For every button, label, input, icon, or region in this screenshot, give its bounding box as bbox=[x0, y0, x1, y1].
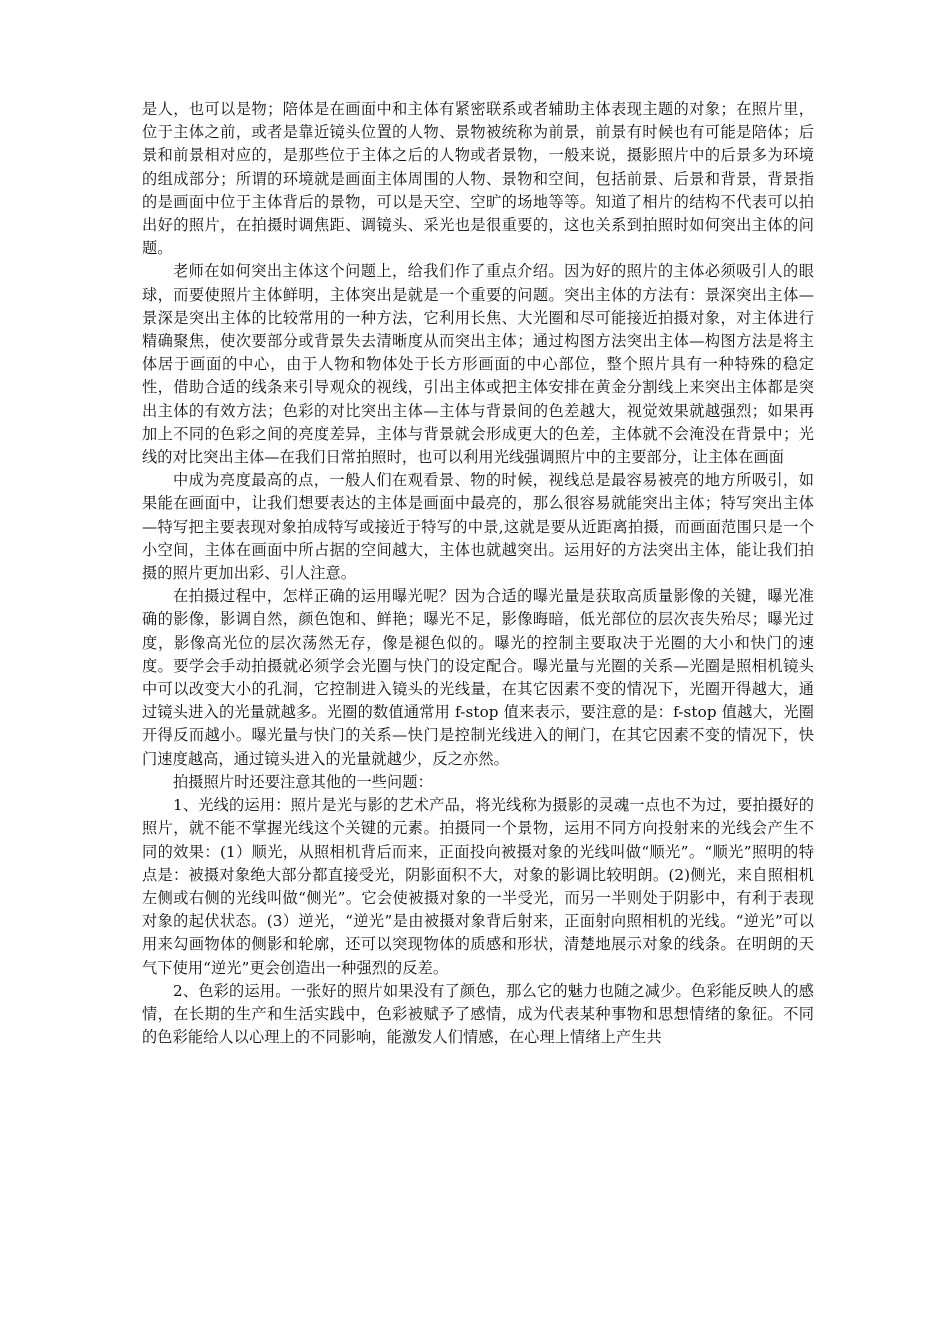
paragraph-subject-foreground-background: 是人，也可以是物；陪体是在画面中和主体有紧密联系或者辅助主体表现主题的对象；在照片里，位于主体之前，或者是靠近镜头位置的人物、景物被统称为前景，前景有时候也有可能是陪体；后景和前景相对应的，是那些位于主体之后的人物或者景物，一般来说，摄影照片中的后景多为环境的组成部分；所谓的环境就是画面主体周围的人物、景物和空间，包括前景、后景和背景，背景指的是画面中位于主体背后的景物，可以是天空、空旷的场地等等。知道了相片的结构不代表可以拍出好的照片，在拍摄时调焦距、调镜头、采光也是很重要的，这也关系到拍照时如何突出主体的问题。 bbox=[142, 100, 814, 258]
paragraph-light-usage: 1、光线的运用：照片是光与影的艺术产品，将光线称为摄影的灵魂一点也不为过，要拍摄好的照片，就不能不掌握光线这个关键的元素。拍摄同一个景物，运用不同方向投射来的光线会产生不同的效果：(1）顺光，从照相机背后而来，正面投向被摄对象的光线叫做“顺光”。“顺光”照明的特点是：被摄对象绝大部分都直接受光，阴影面积不大，对象的影调比较明朗。(2)侧光，来自照相机左侧或右侧的光线叫做“侧光”。它会使被摄对象的一半受光，而另一半则处于阴影中，有利于表现对象的起伏状态。(3）逆光，“逆光”是由被摄对象背后射来，正面射向照相机的光线。“逆光”可以用来勾画物体的侧影和轮廓，还可以突现物体的质感和形状，清楚地展示对象的线条。在明朗的天气下使用“逆光”更会创造出一种强烈的反差。 bbox=[142, 796, 814, 977]
document-page bbox=[142, 98, 814, 1049]
paragraph-exposure: 在拍摄过程中，怎样正确的运用曝光呢？因为合适的曝光量是获取高质量影像的关键，曝光准确的影像，影调自然，颜色饱和、鲜艳；曝光不足，影像晦暗，低光部位的层次丧失殆尽；曝光过度，影像高光位的层次荡然无存，像是褪色似的。曝光的控制主要取决于光圈的大小和快门的速度。要学会手动拍摄就必须学会光圈与快门的设定配合。曝光量与光圈的关系—光圈是照相机镜头中可以改变大小的孔洞，它控制进入镜头的光线量，在其它因素不变的情况下，光圈开得越大，通过镜头进入的光量就越多。光圈的数值通常用 f-stop 值来表示，要注意的是：f-stop 值越大，光圈开得反而越小。曝光量与快门的关系—快门是控制光线进入的闸门，在其它因素不变的情况下，快门速度越高，通过镜头进入的光量就越少，反之亦然。 bbox=[142, 587, 814, 768]
paragraph-other-issues-heading: 拍摄照片时还要注意其他的一些问题： bbox=[173, 772, 433, 791]
paragraph-color-usage: 2、色彩的运用。一张好的照片如果没有了颜色，那么它的魅力也随之减少。色彩能反映人的感情，在长期的生产和生活实践中，色彩被赋予了感情，成为代表某种事物和思想情绪的象征。不同的色彩能给人以心理上的不同影响，能激发人们情感，在心理上情绪上产生共 bbox=[142, 981, 814, 1047]
paragraph-highlight-subject-methods: 老师在如何突出主体这个问题上，给我们作了重点介绍。因为好的照片的主体必须吸引人的眼球，而要使照片主体鲜明，主体突出是就是一个重要的问题。突出主体的方法有：景深突出主体—景深是突出主体的比较常用的一种方法，它利用长焦、大光圈和尽可能接近拍摄对象，对主体进行精确聚焦，使次要部分或背景失去清晰度从而突出主体；通过构图方法突出主体—构图方法是将主体居于画面的中心，由于人物和物体处于长方形画面的中心部位，整个照片具有一种特殊的稳定性，借助合适的线条来引导观众的视线，引出主体或把主体安排在黄金分割线上来突出主体都是突出主体的有效方法；色彩的对比突出主体—主体与背景间的色差越大，视觉效果就越强烈；如果再加上不同的色彩之间的亮度差异，主体与背景就会形成更大的色差，主体就不会淹没在背景中；光线的对比突出主体—在我们日常拍照时，也可以利用光线强调照片中的主要部分，让主体在画面 bbox=[142, 262, 814, 467]
paragraph-brightness-closeup: 中成为亮度最高的点，一般人们在观看景、物的时候，视线总是最容易被亮的地方所吸引，如果能在画面中，让我们想要表达的主体是画面中最亮的，那么很容易就能突出主体；特写突出主体—特写把主要表现对象拍成特写或接近于特写的中景,这就是要从近距离拍摄，而画面范围只是一个小空间，主体在画面中所占据的空间越大，主体也就越突出。运用好的方法突出主体，能让我们拍摄的照片更加出彩、引人注意。 bbox=[142, 471, 814, 583]
